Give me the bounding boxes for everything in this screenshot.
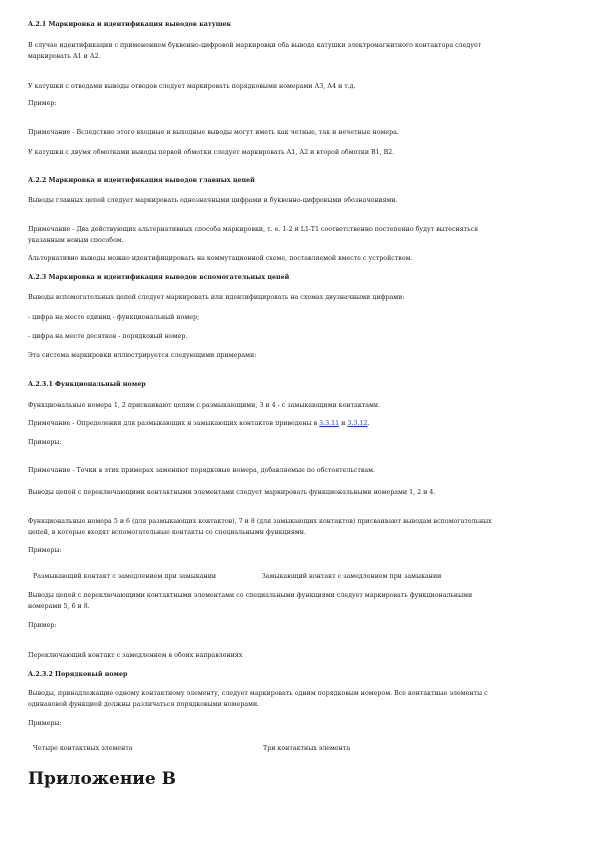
figure-caption-left: Четыре контактных элемента [33,745,133,752]
figure-caption: Переключающий контакт с замедлением в обоих направлениях [28,652,243,659]
note-with-links [28,418,369,429]
example-label: Пример: [28,622,57,629]
note-end: . [367,420,370,427]
figure-caption-right: Замыкающий контакт с замедлением при замыкании [262,573,442,580]
section-heading: А.2.2 Маркировка и идентификация выводов главных цепей [28,177,255,184]
clause-link-3-3-11[interactable]: 3.3.11 [319,420,340,427]
paragraph-line: Выводы цепей с переключающими контактными элементами со специальными функциями следует маркировать функциональными [28,592,473,599]
list-item: - цифра на месте десятков - порядковый номер. [28,333,188,340]
paragraph-line: цепей, в которые входят вспомогательные контакты со специальными функциями. [28,529,306,536]
example-label: Примеры: [28,439,62,446]
note-text: Примечание - Определения для размыкающих и замыкающих контактов приведены в [28,420,320,427]
section-heading: А.2.3 Маркировка и идентификация выводов вспомогательных цепей [28,274,290,281]
link-separator: и [339,420,348,427]
paragraph-line: У катушки с двумя обмотками выводы первой обмотки следует маркировать А1, А2 и второй обмотки В1, В2. [28,149,395,156]
example-label: Пример: [28,100,57,107]
list-item: - цифра на месте единиц - функциональный номер; [28,314,200,321]
paragraph-line: Выводы главных цепей следует маркировать однозначными цифрами и буквенно-цифровыми обозначениями. [28,197,398,204]
note-line: Примечание - Два действующих альтернативных способа маркировки, т. е. 1-2 и L1-T1 соответственно постепенно будут вытесняться [28,226,479,233]
paragraph-line: Функциональные номера 1, 2 присваивают цепям с размыкающими, 3 и 4 - с замыкающими контактами. [28,402,381,409]
example-label: Примеры: [28,547,62,554]
subsection-heading: А.2.3.1 Функциональный номер [28,381,146,388]
paragraph-line: Альтернативно выводы можно идентифицировать на коммутационной схеме, поставляемой вместе с устройством. [28,255,413,262]
paragraph-line: маркировать А1 и А2. [28,53,101,60]
note-line: Примечание - Точки в этих примерах заменяют порядковые номера, добавляемые по обстоятельствам. [28,467,376,474]
paragraph-line: В случае идентификации с применением буквенно-цифровой маркировки оба вывода катушки электромагнитного контактора следует [28,42,482,49]
paragraph-line: Выводы цепей с переключающими контактными элементами следует маркировать функциональными номерами 1, 2 и 4. [28,489,436,496]
subsection-heading: А.2.3.2 Порядковый номер [28,671,128,678]
figure-caption-left: Размыкающий контакт с замедлением при замыкании [33,573,217,580]
paragraph-line: Эта система маркировки иллюстрируется следующими примерами: [28,352,257,359]
appendix-title: Приложение В [28,769,177,789]
section-heading: А.2.1 Маркировка и идентификация выводов катушек [28,21,232,28]
paragraph-line: Функциональные номера 5 и 6 (для размыкающих контактов), 7 и 8 (для замыкающих контактов) присваивают выводам вспомогательных [28,518,492,525]
clause-link-3-3-12[interactable]: 3.3.12 [347,420,368,427]
paragraph-line: Выводы вспомогательных цепей следует маркировать или идентифицировать на схемах двузначными цифрами: [28,294,405,301]
paragraph-line: Выводы, принадлежащие одному контактному элементу, следует маркировать одним порядковым номером. Все контактные элементы с [28,690,488,697]
paragraph-line: одинаковой функцией должны различаться порядковыми номерами. [28,701,260,708]
paragraph-line: номерами 5, 6 и 8. [28,603,90,610]
example-label: Примеры: [28,720,62,727]
figure-caption-right: Три контактных элемента [263,745,351,752]
paragraph-line: У катушки с отводами выводы отводов следует маркировать порядковыми номерами А3, А4 и т.д. [28,83,356,90]
note-line: Примечание - Вследствие этого входные и выходные выводы могут иметь как четные, так и нечетные номера. [28,129,399,136]
note-line: указанным новым способом. [28,237,124,244]
